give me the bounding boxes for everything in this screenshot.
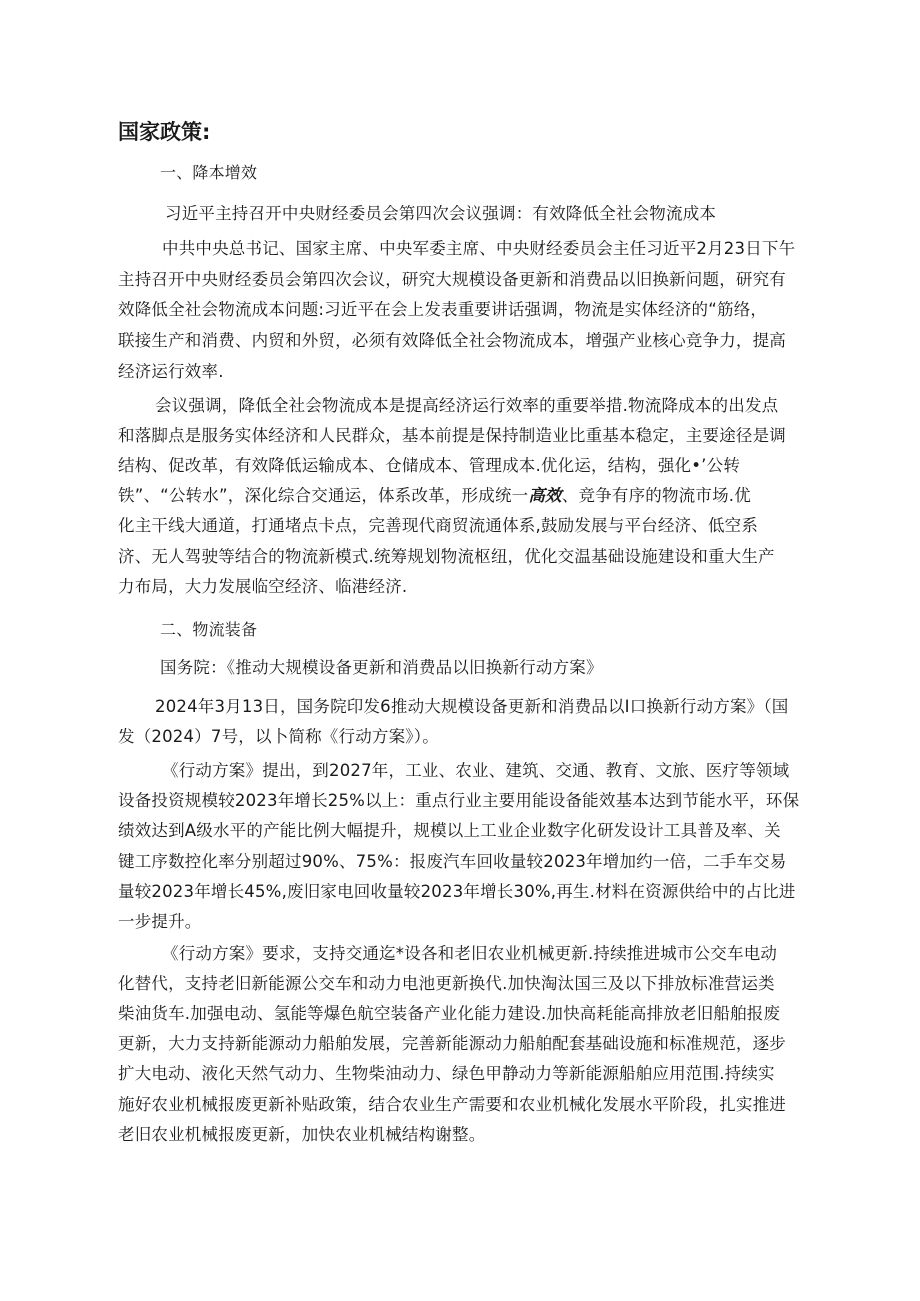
paragraph-line: 和落脚点是服务实体经济和人民群众，基本前提是保持制造业比重基本稳定，主要途径是调 — [118, 426, 786, 445]
paragraph-line: 扩大电动、液化天然气动力、生物柴油动力、绿色甲静动力等新能源船舶应用范围.持续实 — [118, 1064, 775, 1083]
text-run: 铁”、“公转水”，深化综合交通运，体系改革，形成统一 — [118, 486, 529, 505]
paragraph-line: 《行动方案》要求，支持交通迄*设各和老旧农业机械更新.持续推进城市公交车电动 — [162, 944, 778, 963]
emphasized-text: 高效 — [528, 486, 562, 505]
paragraph-line: 2024年3月13日，国务院印发6推动大规模设备更新和消费品以I口换新行动方案》（国 — [155, 697, 789, 716]
paragraph-line: 化主干线大通道，打通堵点卡点，完善现代商贸流通体系,鼓励发展与平台经济、低空系 — [118, 516, 759, 535]
section-heading-logistics-equipment: 二、物流装备 — [160, 620, 258, 639]
section-subheading-meeting: 习近平主持召开中央财经委员会第四次会议强调：有效降低全社会物流成本 — [165, 204, 717, 223]
paragraph-line: 济、无人驾驶等结合的物流新模式.统筹规划物流枢纽，优化交温基础设施建设和重大生产 — [118, 547, 775, 566]
section-heading-cost-reduction: 一、降本增效 — [160, 163, 258, 182]
section-subheading-state-council: 国务院：《推动大规模设备更新和消费品以旧换新行动方案》 — [160, 658, 603, 677]
paragraph-line: 发（2024）7号，以卜简称《行动方案》）。 — [118, 727, 439, 746]
paragraph-line: 化替代，支持老旧新能源公交车和动力电池更新换代.加快淘汰国三及以下排放标准营运类 — [118, 974, 775, 993]
paragraph-line: 中共中央总书记、国家主席、中央军委主席、中央财经委员会主任习近平2月23日下午 — [162, 239, 796, 258]
paragraph-line: 《行动方案》提出，到2027年，工业、农业、建筑、交通、教育、文旅、医疗等领域 — [162, 761, 790, 780]
paragraph-line: 键工序数控化率分别超过90%、75%：报废汽车回收量较2023年增加约一倍，二手车交易 — [118, 852, 787, 871]
paragraph-line: 力布局，大力发展临空经济、临港经济. — [118, 577, 408, 596]
paragraph-line: 主持召开中央财经委员会第四次会议，研究大规模设备更新和消费品以旧换新问题，研究有 — [118, 270, 786, 289]
paragraph-line: 更新，大力支持新能源动力船舶发展，完善新能源动力船舶配套基础设施和标准规范，逐步 — [118, 1034, 786, 1053]
paragraph-line: 柴油货车.加强电动、氢能等爆色航空装备产业化能力建设.加快高耗能高排放老旧船舶报废 — [118, 1004, 781, 1023]
page-title: 国家政策: — [118, 120, 211, 144]
paragraph-line: 联接生产和消费、内贸和外贸，必须有效降低全社会物流成本，增强产业核心竞争力，提高 — [118, 331, 786, 350]
paragraph-line: 老旧农业机械报废更新，加快农业机械结构谢整。 — [118, 1125, 486, 1144]
paragraph-line: 结构、促改革，有效降低运输成本、仓储成本、管理成本.优化运，结构，强化•’公转 — [118, 456, 741, 475]
paragraph-line: 量较2023年增长45%,废旧家电回收量较2023年增长30%,再生.材料在资源供给中的占比进 — [118, 882, 796, 901]
text-run: 、竞争有序的物流市场.优 — [561, 486, 751, 505]
paragraph-line: 施好农业机械报废更新补贴政策，结合农业生产需要和农业机械化发展水平阶段，扎实推进 — [118, 1095, 786, 1114]
paragraph-line: 绩效达到A级水平的产能比例大幅提升，规模以上工业企业数字化研发设计工具普及率、关 — [118, 821, 781, 840]
paragraph-line — [118, 486, 751, 506]
paragraph-line: 经济运行效率. — [118, 362, 224, 381]
paragraph-line: 一步提升。 — [118, 912, 202, 931]
paragraph-line: 设备投资规模较2023年增长25%以上：重点行业主要用能设备能效基本达到节能水平，环保 — [118, 791, 800, 810]
paragraph-line: 效降低全社会物流成本问题:习近平在会上发表重要讲话强调，物流是实体经济的“筋络， — [118, 300, 768, 319]
paragraph-line: 会议强调，降低全社会物流成本是提高经济运行效率的重要举措.物流降成本的出发点 — [155, 396, 779, 415]
